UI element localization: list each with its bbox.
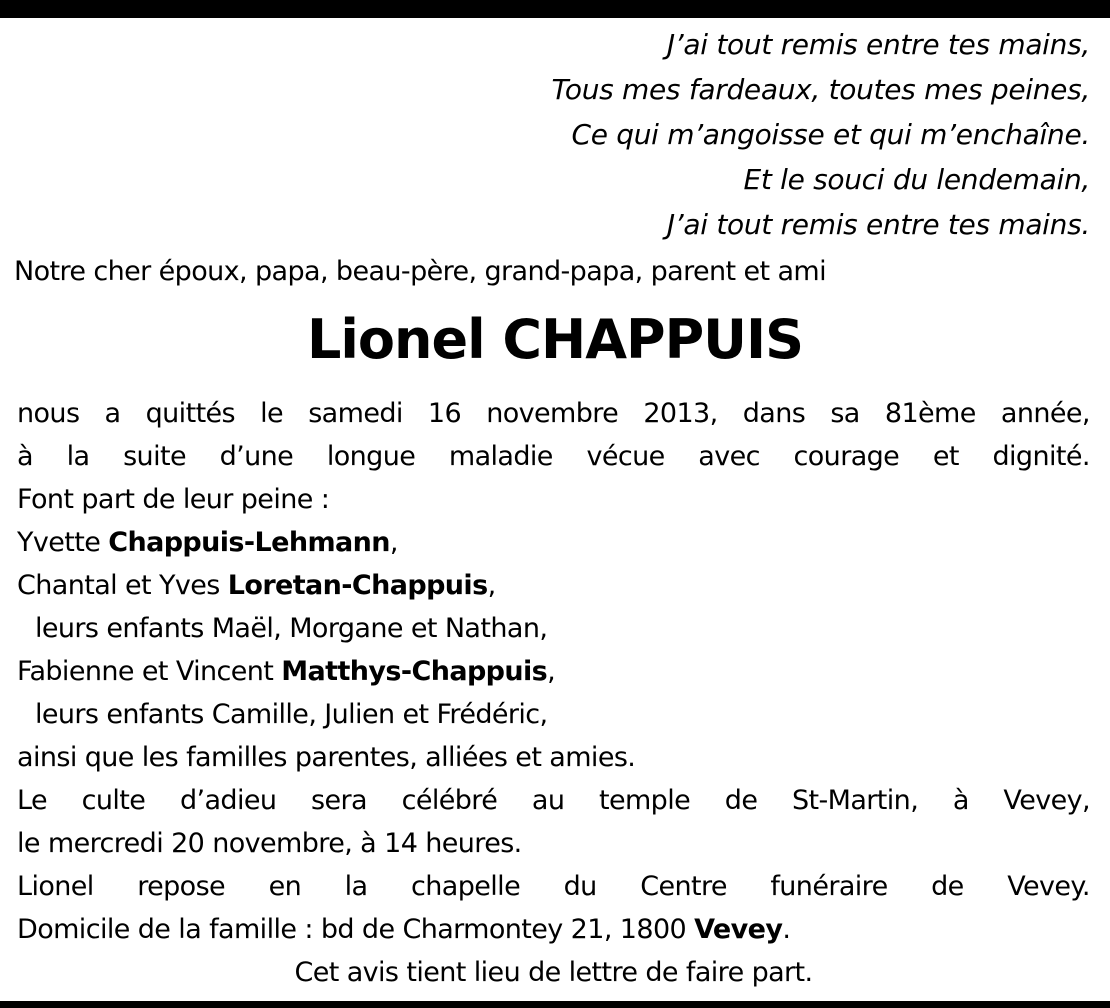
family-first-names: Chantal et Yves	[17, 570, 228, 601]
word: 16	[427, 398, 462, 429]
word: longue	[326, 441, 416, 472]
word: au	[531, 785, 565, 816]
word: Vevey.	[1007, 871, 1090, 902]
punctuation: ,	[389, 527, 398, 558]
word: novembre	[486, 398, 619, 429]
word: à	[952, 785, 969, 816]
word: année,	[1000, 398, 1090, 429]
poem-line: J’ai tout remis entre tes mains,	[666, 28, 1090, 61]
word: a	[104, 398, 121, 429]
word: sera	[311, 785, 367, 816]
word: vécue	[586, 441, 665, 472]
word: et	[932, 441, 959, 472]
word: suite	[123, 441, 186, 472]
poem-line: Et le souci du lendemain,	[743, 163, 1090, 196]
word: 81ème	[884, 398, 976, 429]
word: la	[66, 441, 90, 472]
font-part-line: Font part de leur peine :	[17, 484, 330, 515]
rest-place-line	[17, 865, 1090, 908]
word: courage	[793, 441, 900, 472]
domicile-address: Domicile de la famille : bd de Charmontey 21, 1800	[17, 914, 695, 945]
word: funéraire	[770, 871, 888, 902]
word: en	[268, 871, 302, 902]
relatives-line: ainsi que les familles parentes, alliées et amies.	[17, 742, 636, 773]
word: Lionel	[17, 871, 94, 902]
word: célébré	[401, 785, 498, 816]
family-surname: Matthys-Chappuis	[281, 656, 548, 687]
word: repose	[137, 871, 226, 902]
word: maladie	[448, 441, 553, 472]
word: d’adieu	[179, 785, 277, 816]
ceremony-line	[17, 779, 1090, 822]
word: de	[724, 785, 758, 816]
word: 2013,	[643, 398, 718, 429]
deceased-name: Lionel CHAPPUIS	[307, 308, 803, 371]
ceremony-date-line: le mercredi 20 novembre, à 14 heures.	[17, 828, 522, 859]
poem-verse	[552, 22, 1090, 247]
poem-line: Ce qui m’angoisse et qui m’enchaîne.	[571, 118, 1090, 151]
word: sa	[830, 398, 860, 429]
word: nous	[17, 398, 80, 429]
family-surname: Chappuis-Lehmann	[108, 527, 390, 558]
punctuation: ,	[547, 656, 556, 687]
word: samedi	[308, 398, 403, 429]
word: du	[563, 871, 597, 902]
word: Le	[17, 785, 47, 816]
intro-line: Notre cher époux, papa, beau-père, grand-papa, parent et ami	[14, 256, 827, 287]
punctuation: .	[782, 914, 791, 945]
punctuation: ,	[487, 570, 496, 601]
word: la	[344, 871, 368, 902]
family-member-line	[17, 564, 1090, 607]
word: avec	[698, 441, 760, 472]
word: dignité.	[992, 441, 1090, 472]
word: chapelle	[411, 871, 521, 902]
death-date-line	[17, 392, 1090, 435]
illness-line	[17, 435, 1090, 478]
top-border-rule	[0, 0, 1110, 18]
domicile-city: Vevey	[694, 914, 783, 945]
poem-line: Tous mes fardeaux, toutes mes peines,	[551, 73, 1090, 106]
family-first-names: Fabienne et Vincent	[17, 656, 282, 687]
family-first-names: Yvette	[17, 527, 109, 558]
family-member-line	[17, 650, 1090, 693]
word: de	[931, 871, 964, 902]
poem-line: J’ai tout remis entre tes mains.	[666, 208, 1090, 241]
announcement-body	[17, 392, 1090, 994]
closing-note: Cet avis tient lieu de lettre de faire part.	[294, 957, 813, 988]
word: dans	[742, 398, 806, 429]
word: à	[17, 441, 33, 472]
domicile-line	[17, 908, 1090, 951]
children-line: leurs enfants Camille, Julien et Frédéric,	[35, 699, 548, 730]
family-member-line	[17, 521, 1090, 564]
children-line: leurs enfants Maël, Morgane et Nathan,	[35, 613, 548, 644]
family-surname: Loretan-Chappuis	[227, 570, 488, 601]
word: temple	[598, 785, 691, 816]
bottom-border-rule	[0, 1001, 1110, 1008]
word: St-Martin,	[791, 785, 919, 816]
word: culte	[81, 785, 146, 816]
word: Centre	[640, 871, 727, 902]
word: quittés	[145, 398, 236, 429]
word: d’une	[219, 441, 294, 472]
word: le	[260, 398, 284, 429]
word: Vevey,	[1003, 785, 1090, 816]
